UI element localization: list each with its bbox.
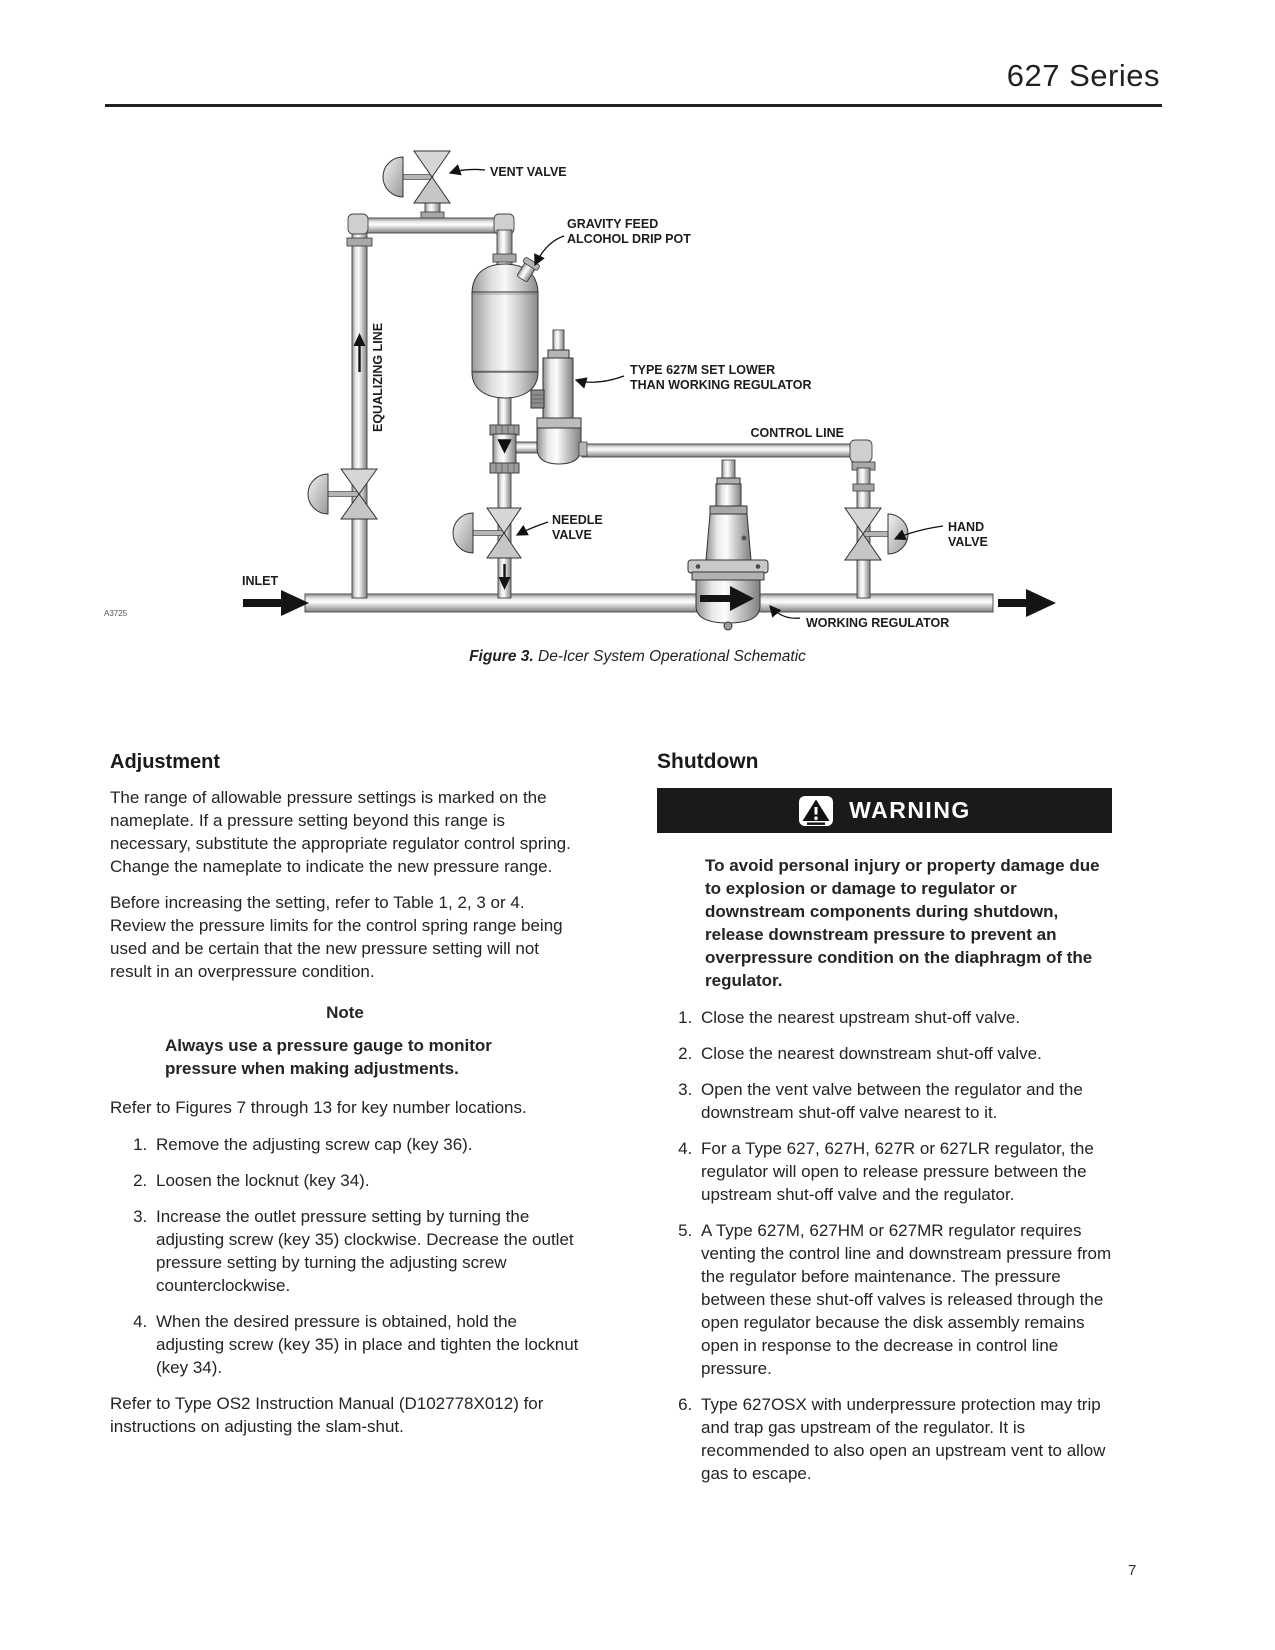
figure-caption bbox=[0, 648, 1275, 666]
warning-banner bbox=[657, 788, 1112, 833]
working-regulator bbox=[688, 460, 768, 630]
gravity-feed-label-1: GRAVITY FEED bbox=[567, 217, 659, 231]
needle-valve-label-1: NEEDLE bbox=[552, 513, 603, 527]
list-item: 1. Remove the adjusting screw cap (key 36). bbox=[152, 1133, 580, 1156]
warning-triangle-icon bbox=[798, 795, 834, 827]
hand-valve bbox=[845, 508, 908, 560]
vent-valve bbox=[383, 151, 450, 203]
list-item: 3. Open the vent valve between the regulator and the downstream shut-off valve nearest to it. bbox=[697, 1078, 1112, 1124]
shutdown-steps bbox=[657, 1006, 1112, 1485]
note-heading: Note bbox=[326, 1003, 364, 1022]
list-item: 4. For a Type 627, 627H, 627R or 627LR regulator, the regulator will open to release pressure between the upstream shut-off valve and the regulator. bbox=[697, 1137, 1112, 1206]
drawing-code: A3725 bbox=[104, 609, 128, 618]
warning-text: To avoid personal injury or property damage due to explosion or damage to regulator or downstream components during shutdown, release downstream pressure to prevent an overpressure condition on the diaphragm of the regulator. bbox=[705, 856, 1100, 990]
main-pipe bbox=[305, 594, 993, 612]
adjustment-section bbox=[110, 750, 580, 1451]
page-number: 7 bbox=[1128, 1562, 1137, 1579]
working-regulator-label: WORKING REGULATOR bbox=[806, 616, 950, 630]
equalizing-pipe bbox=[352, 226, 367, 598]
gravity-feed-label-2: ALCOHOL DRIP POT bbox=[567, 232, 691, 246]
vent-valve-label: VENT VALVE bbox=[490, 165, 567, 179]
control-line-label: CONTROL LINE bbox=[750, 426, 844, 440]
adjustment-heading: Adjustment bbox=[110, 751, 220, 773]
refer-figures-text: Refer to Figures 7 through 13 for key number locations. bbox=[110, 1098, 527, 1117]
shutdown-heading: Shutdown bbox=[657, 750, 759, 773]
figure-caption-text: De-Icer System Operational Schematic bbox=[533, 648, 806, 665]
list-item: 2. Loosen the locknut (key 34). bbox=[152, 1169, 580, 1192]
list-item: 2. Close the nearest downstream shut-off valve. bbox=[697, 1042, 1112, 1065]
inlet-arrow bbox=[243, 590, 309, 616]
needle-valve-label-2: VALVE bbox=[552, 528, 592, 542]
check-valve bbox=[490, 425, 519, 473]
type-627m-label-1: TYPE 627M SET LOWER bbox=[630, 363, 776, 377]
list-item: 3. Increase the outlet pressure setting by turning the adjusting screw (key 35) clockwise. Decrease the outlet pressure setting by turning the adjusting screw counterclockwise. bbox=[152, 1205, 580, 1297]
adjustment-steps bbox=[110, 1133, 580, 1379]
adjustment-para-2: Before increasing the setting, refer to Table 1, 2, 3 or 4. Review the pressure limits for the control spring range being used and be certain that the new pressure setting will not result in an overpressure condition. bbox=[110, 893, 563, 981]
list-item: 1. Close the nearest upstream shut-off valve. bbox=[697, 1006, 1112, 1029]
deicer-schematic bbox=[100, 140, 1080, 640]
hand-valve-label-2: VALVE bbox=[948, 535, 988, 549]
list-item: 4. When the desired pressure is obtained, hold the adjusting screw (key 35) in place and tighten the locknut (key 34). bbox=[152, 1310, 580, 1379]
note-text: Always use a pressure gauge to monitor pressure when making adjustments. bbox=[165, 1036, 492, 1078]
type-627m-label-2: THAN WORKING REGULATOR bbox=[630, 378, 812, 392]
figure-caption-label: Figure 3. bbox=[469, 648, 534, 665]
hand-valve-label-1: HAND bbox=[948, 520, 985, 534]
outlet-arrow bbox=[998, 589, 1056, 617]
drip-pot bbox=[472, 257, 540, 398]
warning-label: WARNING bbox=[849, 797, 971, 823]
refer-os2-text: Refer to Type OS2 Instruction Manual (D102778X012) for instructions on adjusting the slam-shut. bbox=[110, 1394, 544, 1436]
adjustment-para-1: The range of allowable pressure settings is marked on the nameplate. If a pressure setting beyond this range is necessary, substitute the appropriate regulator control spring. Change the nameplate to indicate the new pressure range. bbox=[110, 788, 571, 876]
page-title: 627 Series bbox=[1006, 58, 1160, 93]
equalizing-line-label: EQUALIZING LINE bbox=[371, 322, 385, 432]
header-rule bbox=[105, 104, 1162, 107]
control-line-pipe bbox=[582, 444, 854, 457]
shutdown-section bbox=[657, 750, 1112, 1498]
list-item: 5. A Type 627M, 627HM or 627MR regulator requires venting the control line and downstream pressure from the regulator before maintenance. The pressure between these shut-off valves is released through the open regulator because the disk assembly remains open in response to the decrease in control line pressure. bbox=[697, 1219, 1112, 1380]
list-item: 6. Type 627OSX with underpressure protection may trip and trap gas upstream of the regulator. It is recommended to also open an upstream vent to allow gas to escape. bbox=[697, 1393, 1112, 1485]
inlet-label: INLET bbox=[242, 574, 279, 588]
